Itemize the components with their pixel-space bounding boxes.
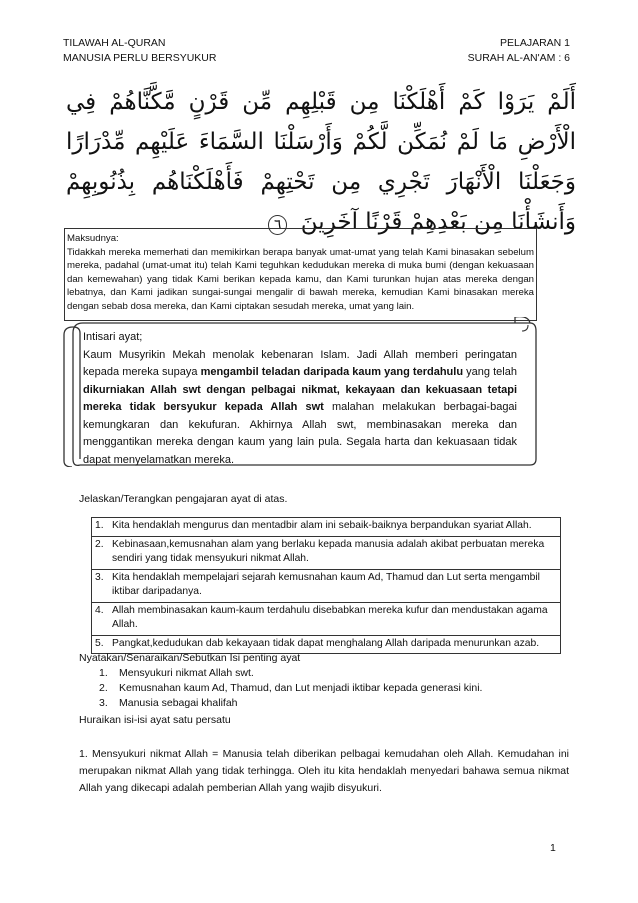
page-number: 1	[550, 842, 556, 854]
list-item	[99, 681, 482, 696]
table-row	[92, 569, 561, 602]
list-item	[99, 696, 482, 711]
summary-title: Intisari ayat;	[83, 331, 143, 343]
question-list-title: Nyatakan/Senaraikan/Sebutkan Isi penting ayat	[79, 652, 301, 664]
translation-title: Maksudnya:	[67, 233, 119, 244]
subject-title: TILAWAH AL-QURAN	[63, 37, 166, 49]
row-text: Allah membinasakan kaum-kaum terdahulu disebabkan mereka kufur dan mendustakan agama Allah.	[109, 602, 561, 635]
describe-paragraph: 1. Mensyukuri nikmat Allah = Manusia telah diberikan pelbagai kemudahan oleh Allah. Kemudahan ini merupakan nikmat Allah yang tidak terhingga. Oleh itu kita hendaklah menyedari bahawa semua nikmat Allah yang dikecapi adalah pemberian Allah yang wajib disyukuri.	[79, 748, 569, 794]
list-item-number: 1.	[99, 667, 108, 679]
translation-text: Tidakkah mereka memerhati dan memikirkan berapa banyak umat-umat yang telah Kami binasakan sebelum mereka, padahal (umat-umat itu) telah Kami teguhkan kedudukan mereka di muka bumi (dengan kekuasaan dan kemewahan) yang tidak Kami berikan kepada kamu, dan Kami turunkan hujan atas mereka dengan lebatnya, dan Kami jadikan sungai-sungai mengalir di bawah mereka, kemudian Kami binasakan mereka dengan sebab dosa mereka, dan Kami ciptakan sesudah mereka, umat yang lain.	[67, 246, 534, 312]
row-number: 5.	[92, 635, 110, 654]
summary-bold-1: mengambil teladan daripada kaum yang terdahulu	[200, 366, 464, 378]
lessons-table	[91, 517, 561, 654]
question-explain-title: Jelaskan/Terangkan pengajaran ayat di atas.	[79, 493, 288, 505]
row-text: Kita hendaklah mempelajari sejarah kemusnahan kaum Ad, Thamud dan Lut serta mengambil iktibar daripadanya.	[109, 569, 561, 602]
topic-title: MANUSIA PERLU BERSYUKUR	[63, 52, 217, 64]
row-text: Kita hendaklah mengurus dan mentadbir alam ini sebaik-baiknya berpandukan syariat Allah.	[109, 518, 561, 537]
summary-text-3: malahan melakukan berbagai-bagai kemungkaran dan kekufuran. Akhirnya Allah swt, membinasakan mereka dan menggantikan mereka dengan kaum yang lain pula. Segala harta dan kekuasaan tidak dapat menyelamatkan mereka.	[83, 401, 517, 466]
translation-box	[64, 228, 537, 321]
header-left	[63, 36, 216, 66]
summary-content	[83, 329, 517, 469]
summary-text-2: yang telah	[463, 366, 517, 378]
surah-reference: SURAH AL-AN'AM : 6	[467, 52, 570, 64]
list-item-number: 2.	[99, 682, 108, 694]
list-item	[99, 666, 482, 681]
summary-bold-2: dikurniakan Allah swt dengan pelbagai nikmat, kekayaan dan kekuasaan tetapi mereka tidak bersyukur kepada Allah swt	[83, 383, 517, 413]
table-row	[92, 536, 561, 569]
summary-scroll	[60, 317, 538, 467]
list-item-text: Kemusnahan kaum Ad, Thamud, dan Lut menjadi iktibar kepada generasi kini.	[119, 682, 483, 694]
header-right	[468, 36, 570, 66]
row-number: 1.	[92, 518, 110, 537]
summary-body	[83, 347, 517, 470]
table-row	[92, 518, 561, 537]
row-text: Kebinasaan,kemusnahan alam yang berlaku kepada manusia adalah akibat perbuatan mereka sendiri yang tidak mensyukuri nikmat Allah.	[109, 536, 561, 569]
question-describe-title: Huraikan isi-isi ayat satu persatu	[79, 714, 231, 726]
arabic-verse	[66, 82, 576, 242]
list-item-text: Mensyukuri nikmat Allah swt.	[119, 667, 254, 679]
row-text: Pangkat,kedudukan dab kekayaan tidak dapat menghalang Allah daripada menurunkan azab.	[109, 635, 561, 654]
arabic-verse-text: أَلَمْ يَرَوْا كَمْ أَهْلَكْنَا مِن قَبْلِهِم مِّن قَرْنٍ مَّكَّنَّاهُمْ فِي الْأَرْضِ مَا لَمْ نُمَكِّن لَّكُمْ وَأَرْسَلْنَا السَّمَاءَ عَلَيْهِم مِّدْرَارًا وَجَعَلْنَا الْأَنْهَارَ تَجْرِي مِن تَحْتِهِمْ فَأَهْلَكْنَاهُم بِذُنُوبِهِمْ وَأَنشَأْنَا مِن بَعْدِهِمْ قَرْنًا آخَرِينَ	[66, 89, 576, 235]
table-row	[92, 602, 561, 635]
row-number: 4.	[92, 602, 110, 635]
ayah-number-marker: ٦	[268, 215, 288, 235]
lesson-number: PELAJARAN 1	[499, 37, 570, 49]
key-points-list	[99, 666, 482, 711]
list-item-number: 3.	[99, 697, 108, 709]
row-number: 3.	[92, 569, 110, 602]
summary-text-1: Kaum Musyrikin Mekah menolak kebenaran Islam. Jadi Allah memberi peringatan kepada mereka supaya	[83, 348, 517, 378]
row-number: 2.	[92, 536, 110, 569]
list-item-text: Manusia sebagai khalifah	[119, 697, 238, 709]
